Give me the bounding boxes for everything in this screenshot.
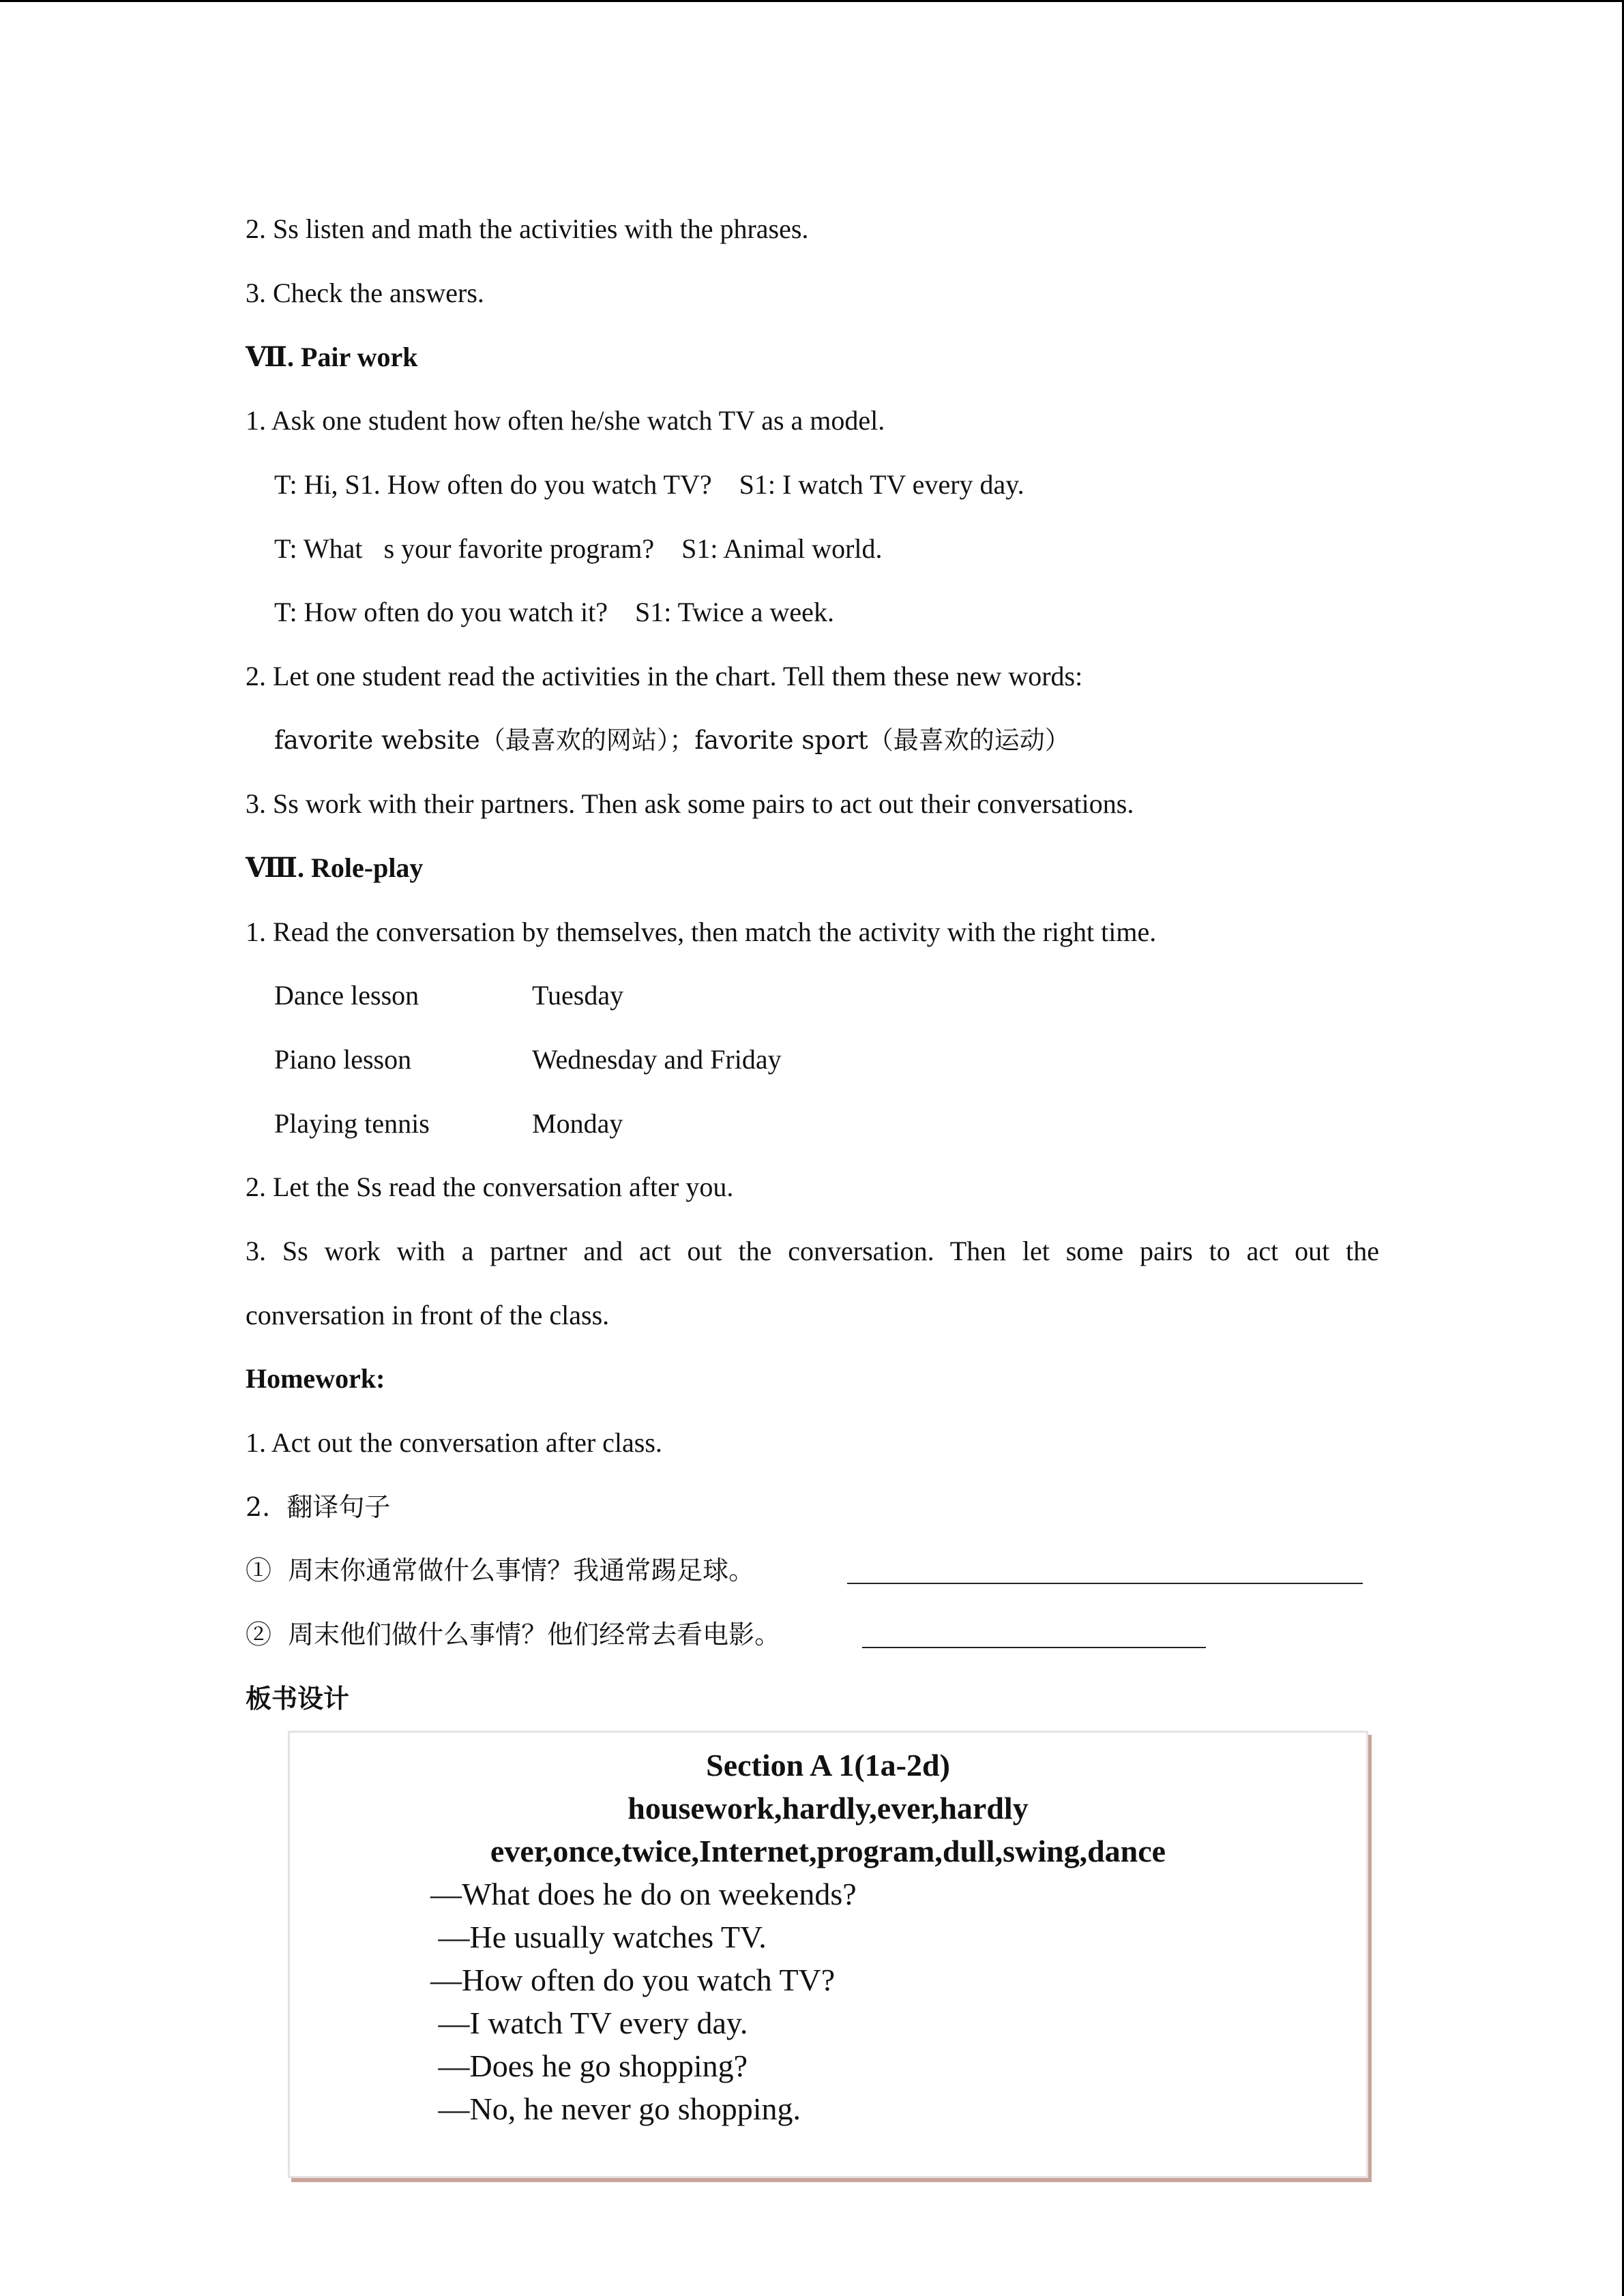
- pair-work-step2: 2. Let one student read the activities in the chart. Tell them these new words:: [246, 661, 1083, 691]
- board-dialog-line: —No, he never go shopping.: [430, 2091, 801, 2126]
- role-play-step3-line1: 3. Ss work with a partner and act out the conversation. Then let some pairs to act out the: [246, 1236, 1379, 1266]
- step-check-answers: 3. Check the answers.: [246, 278, 484, 308]
- board-dialog-line: —I watch TV every day.: [430, 2006, 748, 2040]
- board-vocab-line1: housework,hardly,ever,hardly: [628, 1791, 1029, 1825]
- dialog-line: T: How often do you watch it? S1: Twice a week.: [274, 597, 834, 627]
- homework-item1: 1. Act out the conversation after class.: [246, 1427, 662, 1458]
- role-play-step1: 1. Read the conversation by themselves, then match the activity with the right time.: [246, 916, 1157, 947]
- board-dialog-line: —How often do you watch TV?: [430, 1963, 836, 1997]
- role-play-step3-line2: conversation in front of the class.: [246, 1300, 610, 1330]
- role-play-step2: 2. Let the Ss read the conversation after you.: [246, 1172, 734, 1202]
- pair-work-heading: Ⅶ. Pair work: [246, 342, 418, 372]
- answer-blank-2[interactable]: [862, 1647, 1206, 1648]
- activity-name: Playing tennis: [274, 1108, 430, 1139]
- activity-time: Tuesday: [532, 980, 624, 1011]
- activity-time: Wednesday and Friday: [532, 1044, 782, 1075]
- board-design-heading: 板书设计: [246, 1684, 350, 1714]
- board-title: Section A 1(1a-2d): [706, 1748, 950, 1783]
- pair-work-step1: 1. Ask one student how often he/she watch TV as a model.: [246, 405, 885, 436]
- homework-heading: Homework:: [246, 1363, 385, 1394]
- board-vocab-line2: ever,once,twice,Internet,program,dull,swing,dance: [490, 1834, 1166, 1868]
- activity-name: Dance lesson: [274, 980, 419, 1011]
- dialog-line: T: What s your favorite program? S1: Animal world.: [274, 533, 883, 564]
- top-border-line: [0, 0, 1624, 2]
- activity-time: Monday: [532, 1108, 623, 1139]
- activity-name: Piano lesson: [274, 1044, 412, 1075]
- translation-sentence-1: ① 周末你通常做什么事情？我通常踢足球。: [246, 1555, 755, 1585]
- board-dialog-line: —He usually watches TV.: [430, 1920, 767, 1954]
- new-words-line: favorite website（最喜欢的网站）；favorite sport（最喜欢的运动）: [274, 726, 1070, 755]
- board-dialog-line: —What does he do on weekends?: [430, 1877, 857, 1911]
- board-dialog-line: —Does he go shopping?: [430, 2048, 748, 2083]
- role-play-heading: Ⅷ. Role-play: [246, 852, 424, 883]
- step-listen-match: 2. Ss listen and math the activities with the phrases.: [246, 213, 809, 244]
- board-design-box: [288, 1731, 1368, 2178]
- answer-blank-1[interactable]: [847, 1583, 1363, 1584]
- translation-sentence-2: ② 周末他们做什么事情？他们经常去看电影。: [246, 1620, 781, 1650]
- dialog-line: T: Hi, S1. How often do you watch TV? S1: I watch TV every day.: [274, 469, 1024, 500]
- homework-item2: 2. 翻译句子: [246, 1492, 391, 1522]
- pair-work-step3: 3. Ss work with their partners. Then ask some pairs to act out their conversations.: [246, 788, 1134, 819]
